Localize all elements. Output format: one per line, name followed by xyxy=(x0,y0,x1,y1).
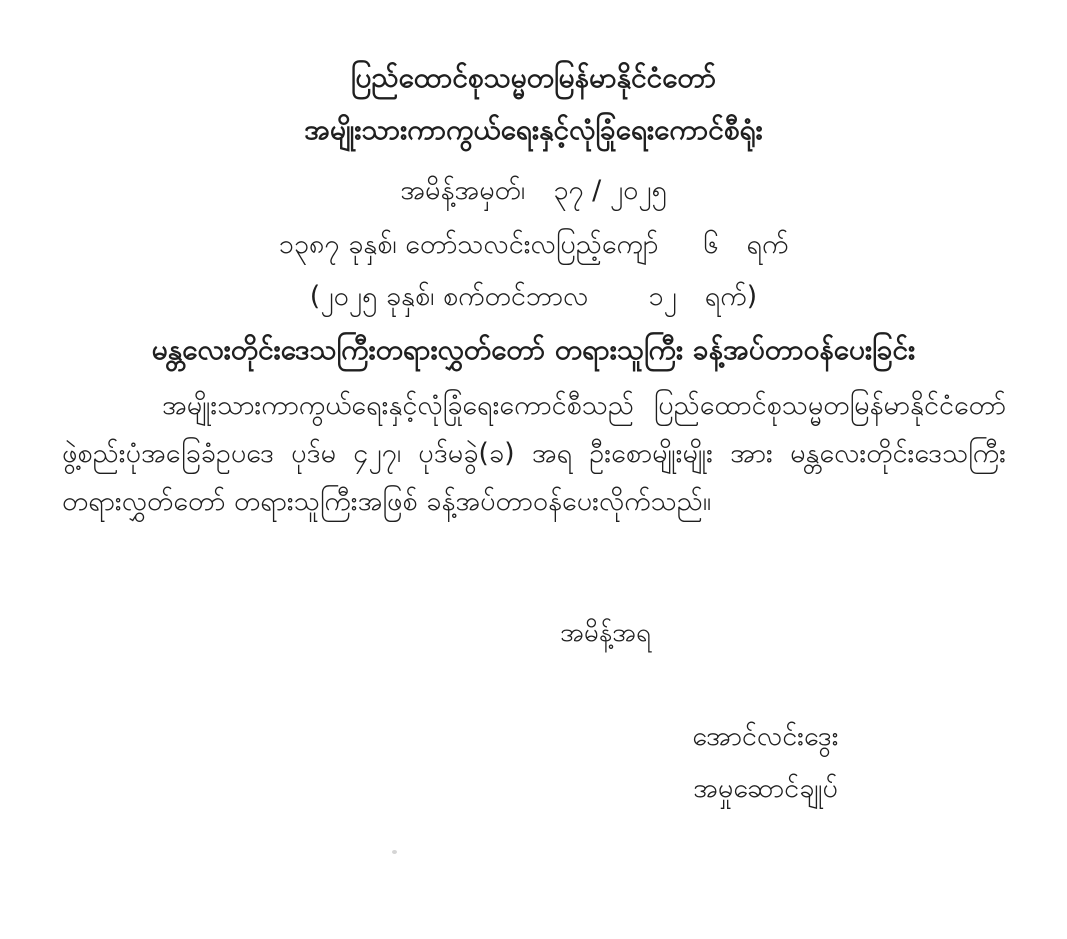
by-order-label: အမိန့်အရ xyxy=(560,618,651,648)
myanmar-date-text: ၁၃၈၇ ခုနှစ်၊ တော်သလင်းလပြည့်ကျော် xyxy=(278,229,659,260)
signatory-title: အမှုဆောင်ချုပ် xyxy=(693,773,838,804)
body-paragraph: အမျိုးသားကာကွယ်ရေးနှင့်လုံခြုံရေးကောင်စီသည် ပြည်ထောင်စုသမ္မတမြန်မာနိုင်ငံတော် ဖွဲ့စည်းပုံအခြေခံဥပဒေ ပုဒ်မ ၄၂၇၊ ပုဒ်မခွဲ(ခ) အရ ဦးစောမျိုးမျိုး အား မန္တလေးတိုင်းဒေသကြီး တရားလွှတ်တော် တရားသူကြီးအဖြစ် ခန့်အပ်တာဝန်ပေးလိုက်သည်။ xyxy=(62,390,1006,517)
state-name-heading: ပြည်ထောင်စုသမ္မတမြန်မာနိုင်ငံတော် xyxy=(350,61,717,94)
signature-block xyxy=(648,718,883,808)
gregorian-date-line xyxy=(0,276,1067,318)
gregorian-date-day: ၁၂ xyxy=(648,281,677,312)
gregorian-date-unit: ရက်) xyxy=(704,281,758,312)
order-number-value: ၃၇ / ၂၀၂၅ xyxy=(553,175,667,206)
scan-artifact-dot xyxy=(392,850,397,854)
signatory-name: အောင်လင်းဒွေး xyxy=(692,721,839,752)
myanmar-date-day: ၆ xyxy=(703,229,719,260)
gregorian-date-text: (၂၀၂၅ ခုနှစ်၊ စက်တင်ဘာလ xyxy=(309,281,589,312)
issuing-office-heading: အမျိုးသားကာကွယ်ရေးနှင့်လုံခြုံရေးကောင်စီရုံး xyxy=(304,113,763,146)
order-number-line xyxy=(0,170,1067,212)
order-number-label: အမိန့်အမှတ်၊ xyxy=(400,175,526,206)
myanmar-date-line xyxy=(0,224,1067,266)
subject-title: မန္တလေးတိုင်းဒေသကြီးတရားလွှတ်တော် တရားသူကြီး ခန့်အပ်တာဝန်ပေးခြင်း xyxy=(151,333,916,366)
myanmar-date-unit: ရက် xyxy=(746,229,789,260)
